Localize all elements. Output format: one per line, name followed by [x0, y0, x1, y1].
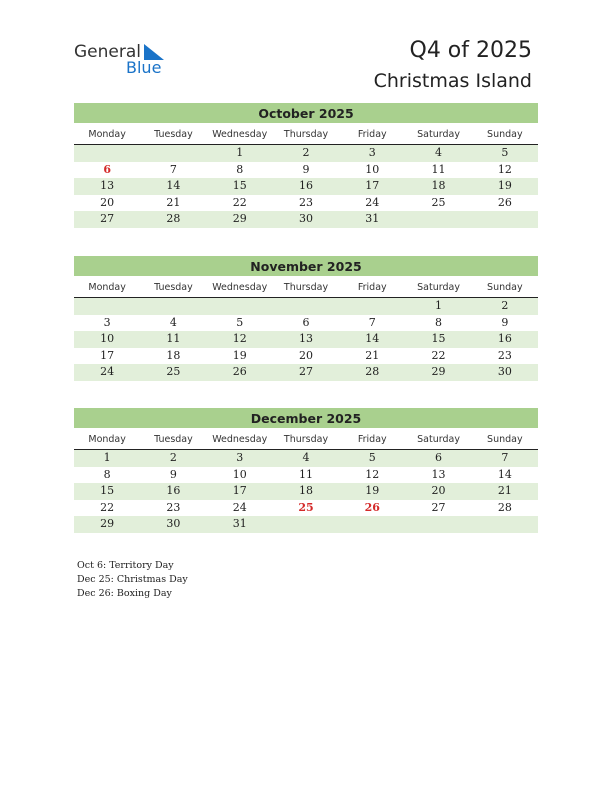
- day-cell: 14: [166, 179, 181, 192]
- holiday-notes: [77, 559, 188, 601]
- day-cell: 25: [298, 500, 314, 514]
- day-cell: 18: [431, 179, 446, 192]
- month-title: October 2025: [74, 103, 538, 123]
- day-cell: 24: [100, 365, 115, 378]
- day-cell: 4: [169, 315, 177, 329]
- weekday-label: Saturday: [417, 129, 460, 140]
- day-cell: [74, 298, 140, 315]
- weekday-label: Sunday: [487, 434, 523, 445]
- day-cell: 6: [435, 451, 443, 464]
- holiday-note: Dec 26: Boxing Day: [77, 588, 172, 599]
- day-cell: 22: [232, 195, 247, 209]
- day-cell: [273, 298, 339, 315]
- day-cell: 16: [497, 332, 512, 345]
- week-row: [74, 298, 538, 315]
- weekday-label: Tuesday: [154, 129, 193, 140]
- day-cell: 7: [368, 315, 376, 329]
- day-cell: 17: [365, 179, 380, 192]
- day-cell: 30: [166, 517, 181, 530]
- day-cell: 19: [232, 348, 247, 362]
- weekday-label: Saturday: [417, 282, 460, 293]
- day-cell: 20: [431, 484, 446, 497]
- day-cell: 11: [431, 162, 446, 176]
- weekday-label: Monday: [88, 434, 126, 445]
- weekday-label: Wednesday: [212, 434, 268, 445]
- week-row: [74, 195, 538, 212]
- day-cell: 23: [298, 195, 313, 209]
- day-cell: 21: [365, 348, 380, 362]
- holiday-note: Oct 6: Territory Day: [77, 560, 174, 571]
- weekday-label: Tuesday: [154, 434, 193, 445]
- weekday-label: Thursday: [283, 282, 329, 293]
- day-cell: 8: [236, 162, 244, 176]
- month-december: [74, 408, 538, 533]
- day-cell: 2: [302, 146, 310, 159]
- day-cell: 9: [501, 315, 509, 329]
- week-row: [74, 331, 538, 348]
- day-cell: 30: [298, 212, 313, 225]
- day-cell: [405, 211, 471, 228]
- day-cell: 22: [100, 500, 115, 514]
- week-row: [74, 178, 538, 195]
- day-cell: 3: [236, 451, 244, 464]
- logo-word-general: General: [74, 42, 141, 62]
- day-cell: 26: [364, 500, 380, 514]
- page-subtitle: Christmas Island: [373, 70, 532, 92]
- weekday-label: Wednesday: [212, 282, 268, 293]
- day-cell: 29: [431, 365, 446, 378]
- day-cell: 4: [435, 146, 443, 159]
- day-cell: 9: [169, 467, 177, 481]
- week-row: [74, 145, 538, 162]
- day-cell: 7: [501, 451, 509, 464]
- day-cell: [405, 516, 471, 533]
- day-cell: 31: [232, 517, 247, 530]
- weekday-label: Friday: [357, 434, 387, 445]
- day-cell: 6: [302, 315, 310, 329]
- weekday-label: Sunday: [487, 282, 523, 293]
- day-cell: 27: [431, 500, 446, 514]
- weekday-header: [74, 431, 538, 450]
- day-cell: [273, 516, 339, 533]
- day-cell: 13: [100, 179, 115, 192]
- day-cell: [472, 516, 538, 533]
- day-cell: 23: [166, 500, 181, 514]
- day-cell: 17: [100, 348, 115, 362]
- day-cell: 15: [232, 179, 247, 192]
- month-november: [74, 256, 538, 381]
- day-cell: 12: [365, 467, 380, 481]
- day-cell: 28: [497, 500, 512, 514]
- brand-logo: [74, 42, 174, 78]
- holiday-note: Dec 25: Christmas Day: [77, 574, 188, 585]
- weekday-label: Sunday: [487, 129, 523, 140]
- day-cell: 5: [368, 451, 376, 464]
- week-row: [74, 211, 538, 228]
- day-cell: 10: [365, 162, 380, 176]
- day-cell: 25: [431, 195, 446, 209]
- weekday-label: Friday: [357, 282, 387, 293]
- logo-word-blue: Blue: [126, 58, 162, 77]
- week-row: [74, 364, 538, 381]
- day-cell: [140, 298, 206, 315]
- week-row: [74, 500, 538, 517]
- day-cell: 29: [100, 517, 115, 530]
- day-cell: 20: [100, 195, 115, 209]
- day-cell: 1: [103, 451, 111, 464]
- day-cell: 31: [365, 212, 380, 225]
- day-cell: 18: [298, 484, 313, 497]
- day-cell: 26: [232, 365, 247, 378]
- day-cell: 13: [298, 332, 313, 345]
- weekday-header: [74, 279, 538, 298]
- weekday-header: [74, 126, 538, 145]
- day-cell: 27: [100, 212, 115, 225]
- day-cell: 5: [501, 146, 509, 159]
- day-cell: 7: [169, 162, 177, 176]
- day-cell: 10: [100, 332, 115, 345]
- day-cell: 20: [298, 348, 313, 362]
- day-cell: 2: [501, 299, 509, 312]
- day-cell: 16: [166, 484, 181, 497]
- week-row: [74, 315, 538, 332]
- week-row: [74, 467, 538, 484]
- day-cell: 14: [365, 332, 380, 345]
- day-cell: [140, 145, 206, 162]
- weekday-label: Thursday: [283, 434, 329, 445]
- day-cell: 9: [302, 162, 310, 176]
- week-row: [74, 348, 538, 365]
- week-row: [74, 450, 538, 467]
- day-cell: 3: [103, 315, 111, 329]
- day-cell: [74, 145, 140, 162]
- day-cell: 28: [166, 212, 181, 225]
- week-row: [74, 483, 538, 500]
- day-cell: 24: [232, 500, 247, 514]
- day-cell: 12: [497, 162, 512, 176]
- day-cell: 1: [435, 299, 443, 312]
- day-cell: 28: [365, 365, 380, 378]
- day-cell: 21: [497, 484, 512, 497]
- day-cell: 15: [431, 332, 446, 345]
- day-cell: [472, 211, 538, 228]
- day-cell: [207, 298, 273, 315]
- day-cell: 16: [298, 179, 313, 192]
- day-cell: 25: [166, 365, 181, 378]
- day-cell: [339, 516, 405, 533]
- week-row: [74, 162, 538, 179]
- day-cell: 6: [103, 162, 111, 176]
- page-title: Q4 of 2025: [409, 38, 532, 63]
- day-cell: 3: [368, 146, 376, 159]
- day-cell: 13: [431, 467, 446, 481]
- weekday-label: Monday: [88, 129, 126, 140]
- day-cell: 11: [298, 467, 313, 481]
- day-cell: 27: [298, 365, 313, 378]
- day-cell: [339, 298, 405, 315]
- month-october: [74, 103, 538, 228]
- day-cell: 19: [365, 484, 380, 497]
- day-cell: 8: [103, 467, 111, 481]
- day-cell: 17: [232, 484, 247, 497]
- day-cell: 15: [100, 484, 115, 497]
- day-cell: 2: [169, 451, 177, 464]
- day-cell: 4: [302, 451, 310, 464]
- day-cell: 23: [497, 348, 512, 362]
- weekday-label: Monday: [88, 282, 126, 293]
- weekday-label: Thursday: [283, 129, 329, 140]
- day-cell: 29: [232, 212, 247, 225]
- day-cell: 14: [497, 467, 512, 481]
- week-row: [74, 516, 538, 533]
- day-cell: 19: [497, 179, 512, 192]
- day-cell: 24: [365, 195, 380, 209]
- day-cell: 26: [497, 195, 512, 209]
- day-cell: 8: [435, 315, 443, 329]
- day-cell: 5: [236, 315, 244, 329]
- month-title: November 2025: [74, 256, 538, 276]
- day-cell: 1: [236, 146, 244, 159]
- day-cell: 21: [166, 195, 181, 209]
- day-cell: 22: [431, 348, 446, 362]
- weekday-label: Tuesday: [154, 282, 193, 293]
- day-cell: 10: [232, 467, 247, 481]
- weekday-label: Saturday: [417, 434, 460, 445]
- day-cell: 11: [166, 332, 181, 345]
- month-title: December 2025: [74, 408, 538, 428]
- weekday-label: Wednesday: [212, 129, 268, 140]
- day-cell: 30: [497, 365, 512, 378]
- weekday-label: Friday: [357, 129, 387, 140]
- day-cell: 18: [166, 348, 181, 362]
- day-cell: 12: [232, 332, 247, 345]
